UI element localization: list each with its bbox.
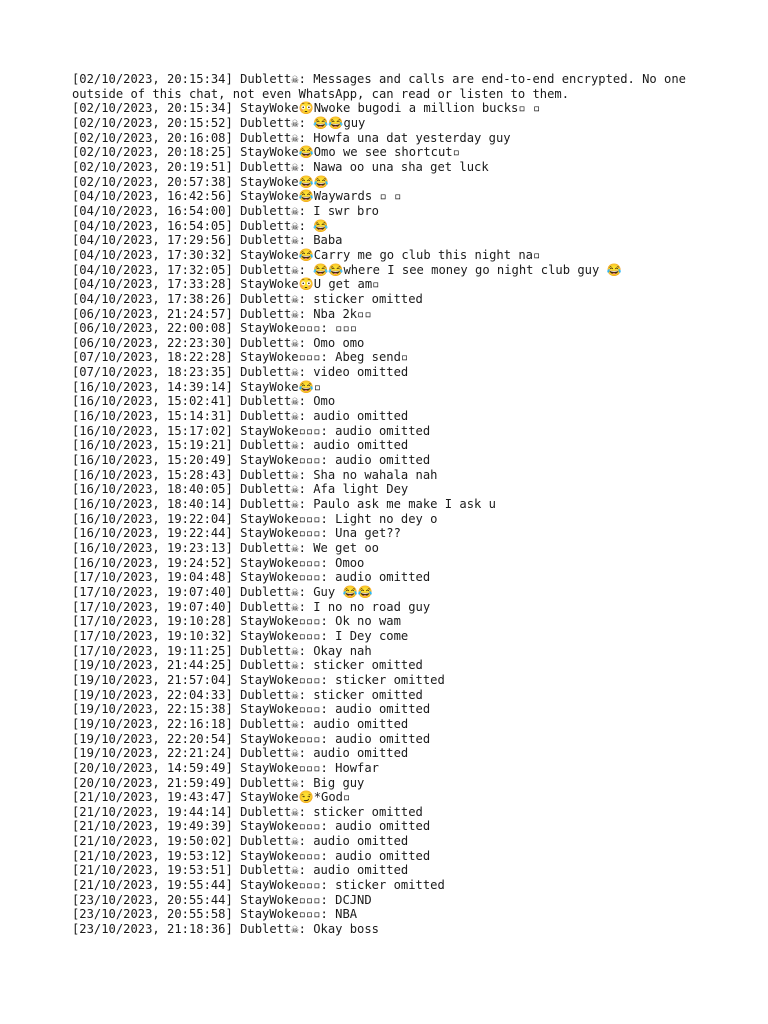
chat-message-line: [23/10/2023, 20:55:44] StayWoke▫▫▫: DCJND <box>72 892 372 907</box>
chat-message-line: [02/10/2023, 20:19:51] Dublett☠: Nawa oo una sha get luck <box>72 159 489 174</box>
chat-message-line: [06/10/2023, 22:23:30] Dublett☠: Omo omo <box>72 335 365 350</box>
chat-message-line: [17/10/2023, 19:07:40] Dublett☠: I no no road guy <box>72 599 431 614</box>
chat-message-line: [21/10/2023, 19:49:39] StayWoke▫▫▫: audio omitted <box>72 819 431 834</box>
chat-message-line: [16/10/2023, 19:24:52] StayWoke▫▫▫: Omoo <box>72 555 365 570</box>
chat-message-line: [17/10/2023, 19:10:32] StayWoke▫▫▫: I Dey come <box>72 628 409 643</box>
chat-message-line: [16/10/2023, 18:40:05] Dublett☠: Afa light Dey <box>72 482 409 497</box>
chat-message-line: [21/10/2023, 19:43:47] StayWoke😏*God▫ <box>72 790 351 805</box>
chat-message-line: [04/10/2023, 17:29:56] Dublett☠: Baba <box>72 233 343 248</box>
chat-message-line: [23/10/2023, 20:55:58] StayWoke▫▫▫: NBA <box>72 907 358 922</box>
chat-message-line: [17/10/2023, 19:11:25] Dublett☠: Okay nah <box>72 643 372 658</box>
chat-message-line: [04/10/2023, 17:32:05] Dublett☠: 😂😂where I see money go night club guy 😂 <box>72 262 622 277</box>
chat-message-line: [17/10/2023, 19:04:48] StayWoke▫▫▫: audio omitted <box>72 570 431 585</box>
chat-message-line: [16/10/2023, 15:20:49] StayWoke▫▫▫: audio omitted <box>72 453 431 468</box>
chat-message-line: [21/10/2023, 19:55:44] StayWoke▫▫▫: sticker omitted <box>72 878 445 893</box>
chat-message-line: [02/10/2023, 20:15:34] Dublett☠: Messages and calls are end-to-end encrypted. No one outside of this chat, not even WhatsApp, can read or listen to them. <box>72 72 694 101</box>
chat-message-line: [19/10/2023, 22:04:33] Dublett☠: sticker omitted <box>72 687 423 702</box>
chat-message-line: [06/10/2023, 22:00:08] StayWoke▫▫▫: ▫▫▫ <box>72 321 358 336</box>
chat-message-line: [02/10/2023, 20:18:25] StayWoke😂Omo we see shortcut▫ <box>72 145 460 160</box>
chat-message-line: [20/10/2023, 21:59:49] Dublett☠: Big guy <box>72 775 365 790</box>
chat-message-line: [17/10/2023, 19:07:40] Dublett☠: Guy 😂😂 <box>72 584 373 599</box>
chat-message-line: [07/10/2023, 18:23:35] Dublett☠: video omitted <box>72 365 409 380</box>
chat-message-line: [16/10/2023, 19:22:04] StayWoke▫▫▫: Light no dey o <box>72 511 438 526</box>
chat-message-line: [04/10/2023, 16:54:05] Dublett☠: 😂 <box>72 218 329 233</box>
chat-message-line: [16/10/2023, 18:40:14] Dublett☠: Paulo ask me make I ask u <box>72 497 496 512</box>
chat-message-line: [02/10/2023, 20:16:08] Dublett☠: Howfa una dat yesterday guy <box>72 130 511 145</box>
chat-message-line: [04/10/2023, 17:30:32] StayWoke😂Carry me go club this night na▫ <box>72 247 541 262</box>
chat-message-line: [16/10/2023, 15:17:02] StayWoke▫▫▫: audio omitted <box>72 423 431 438</box>
chat-message-line: [19/10/2023, 21:57:04] StayWoke▫▫▫: sticker omitted <box>72 672 445 687</box>
chat-message-line: [21/10/2023, 19:44:14] Dublett☠: sticker omitted <box>72 804 423 819</box>
chat-message-line: [19/10/2023, 22:16:18] Dublett☠: audio omitted <box>72 716 409 731</box>
chat-message-line: [04/10/2023, 17:38:26] Dublett☠: sticker omitted <box>72 291 423 306</box>
chat-message-line: [19/10/2023, 22:21:24] Dublett☠: audio omitted <box>72 746 409 761</box>
chat-message-line: [02/10/2023, 20:15:34] StayWoke😳Nwoke bugodi a million bucks▫ ▫ <box>72 101 541 116</box>
chat-message-line: [17/10/2023, 19:10:28] StayWoke▫▫▫: Ok no wam <box>72 614 401 629</box>
chat-message-line: [07/10/2023, 18:22:28] StayWoke▫▫▫: Abeg send▫ <box>72 350 409 365</box>
chat-message-line: [19/10/2023, 22:20:54] StayWoke▫▫▫: audio omitted <box>72 731 431 746</box>
chat-message-line: [21/10/2023, 19:53:12] StayWoke▫▫▫: audio omitted <box>72 848 431 863</box>
chat-message-line: [06/10/2023, 21:24:57] Dublett☠: Nba 2k▫▫ <box>72 306 372 321</box>
chat-message-line: [16/10/2023, 15:14:31] Dublett☠: audio omitted <box>72 409 409 424</box>
chat-message-line: [02/10/2023, 20:15:52] Dublett☠: 😂😂guy <box>72 115 366 130</box>
chat-message-line: [20/10/2023, 14:59:49] StayWoke▫▫▫: Howfar <box>72 760 379 775</box>
chat-message-line: [16/10/2023, 15:19:21] Dublett☠: audio omitted <box>72 438 409 453</box>
chat-message-line: [16/10/2023, 15:28:43] Dublett☠: Sha no wahala nah <box>72 467 438 482</box>
chat-message-line: [16/10/2023, 19:22:44] StayWoke▫▫▫: Una get?? <box>72 526 401 541</box>
chat-message-line: [19/10/2023, 22:15:38] StayWoke▫▫▫: audio omitted <box>72 702 431 717</box>
chat-log <box>72 72 696 937</box>
chat-message-line: [23/10/2023, 21:18:36] Dublett☠: Okay boss <box>72 922 379 937</box>
chat-message-line: [16/10/2023, 15:02:41] Dublett☠: Omo <box>72 394 336 409</box>
chat-message-line: [21/10/2023, 19:50:02] Dublett☠: audio omitted <box>72 834 409 849</box>
chat-message-line: [19/10/2023, 21:44:25] Dublett☠: sticker omitted <box>72 658 423 673</box>
chat-message-line: [21/10/2023, 19:53:51] Dublett☠: audio omitted <box>72 863 409 878</box>
chat-message-line: [04/10/2023, 17:33:28] StayWoke😳U get am▫ <box>72 277 380 292</box>
chat-message-line: [02/10/2023, 20:57:38] StayWoke😂😂 <box>72 174 329 189</box>
chat-message-line: [04/10/2023, 16:42:56] StayWoke😂Waywards ▫ ▫ <box>72 189 402 204</box>
chat-message-line: [16/10/2023, 14:39:14] StayWoke😂▫ <box>72 379 322 394</box>
chat-message-line: [04/10/2023, 16:54:00] Dublett☠: I swr bro <box>72 203 379 218</box>
chat-message-line: [16/10/2023, 19:23:13] Dublett☠: We get oo <box>72 541 379 555</box>
